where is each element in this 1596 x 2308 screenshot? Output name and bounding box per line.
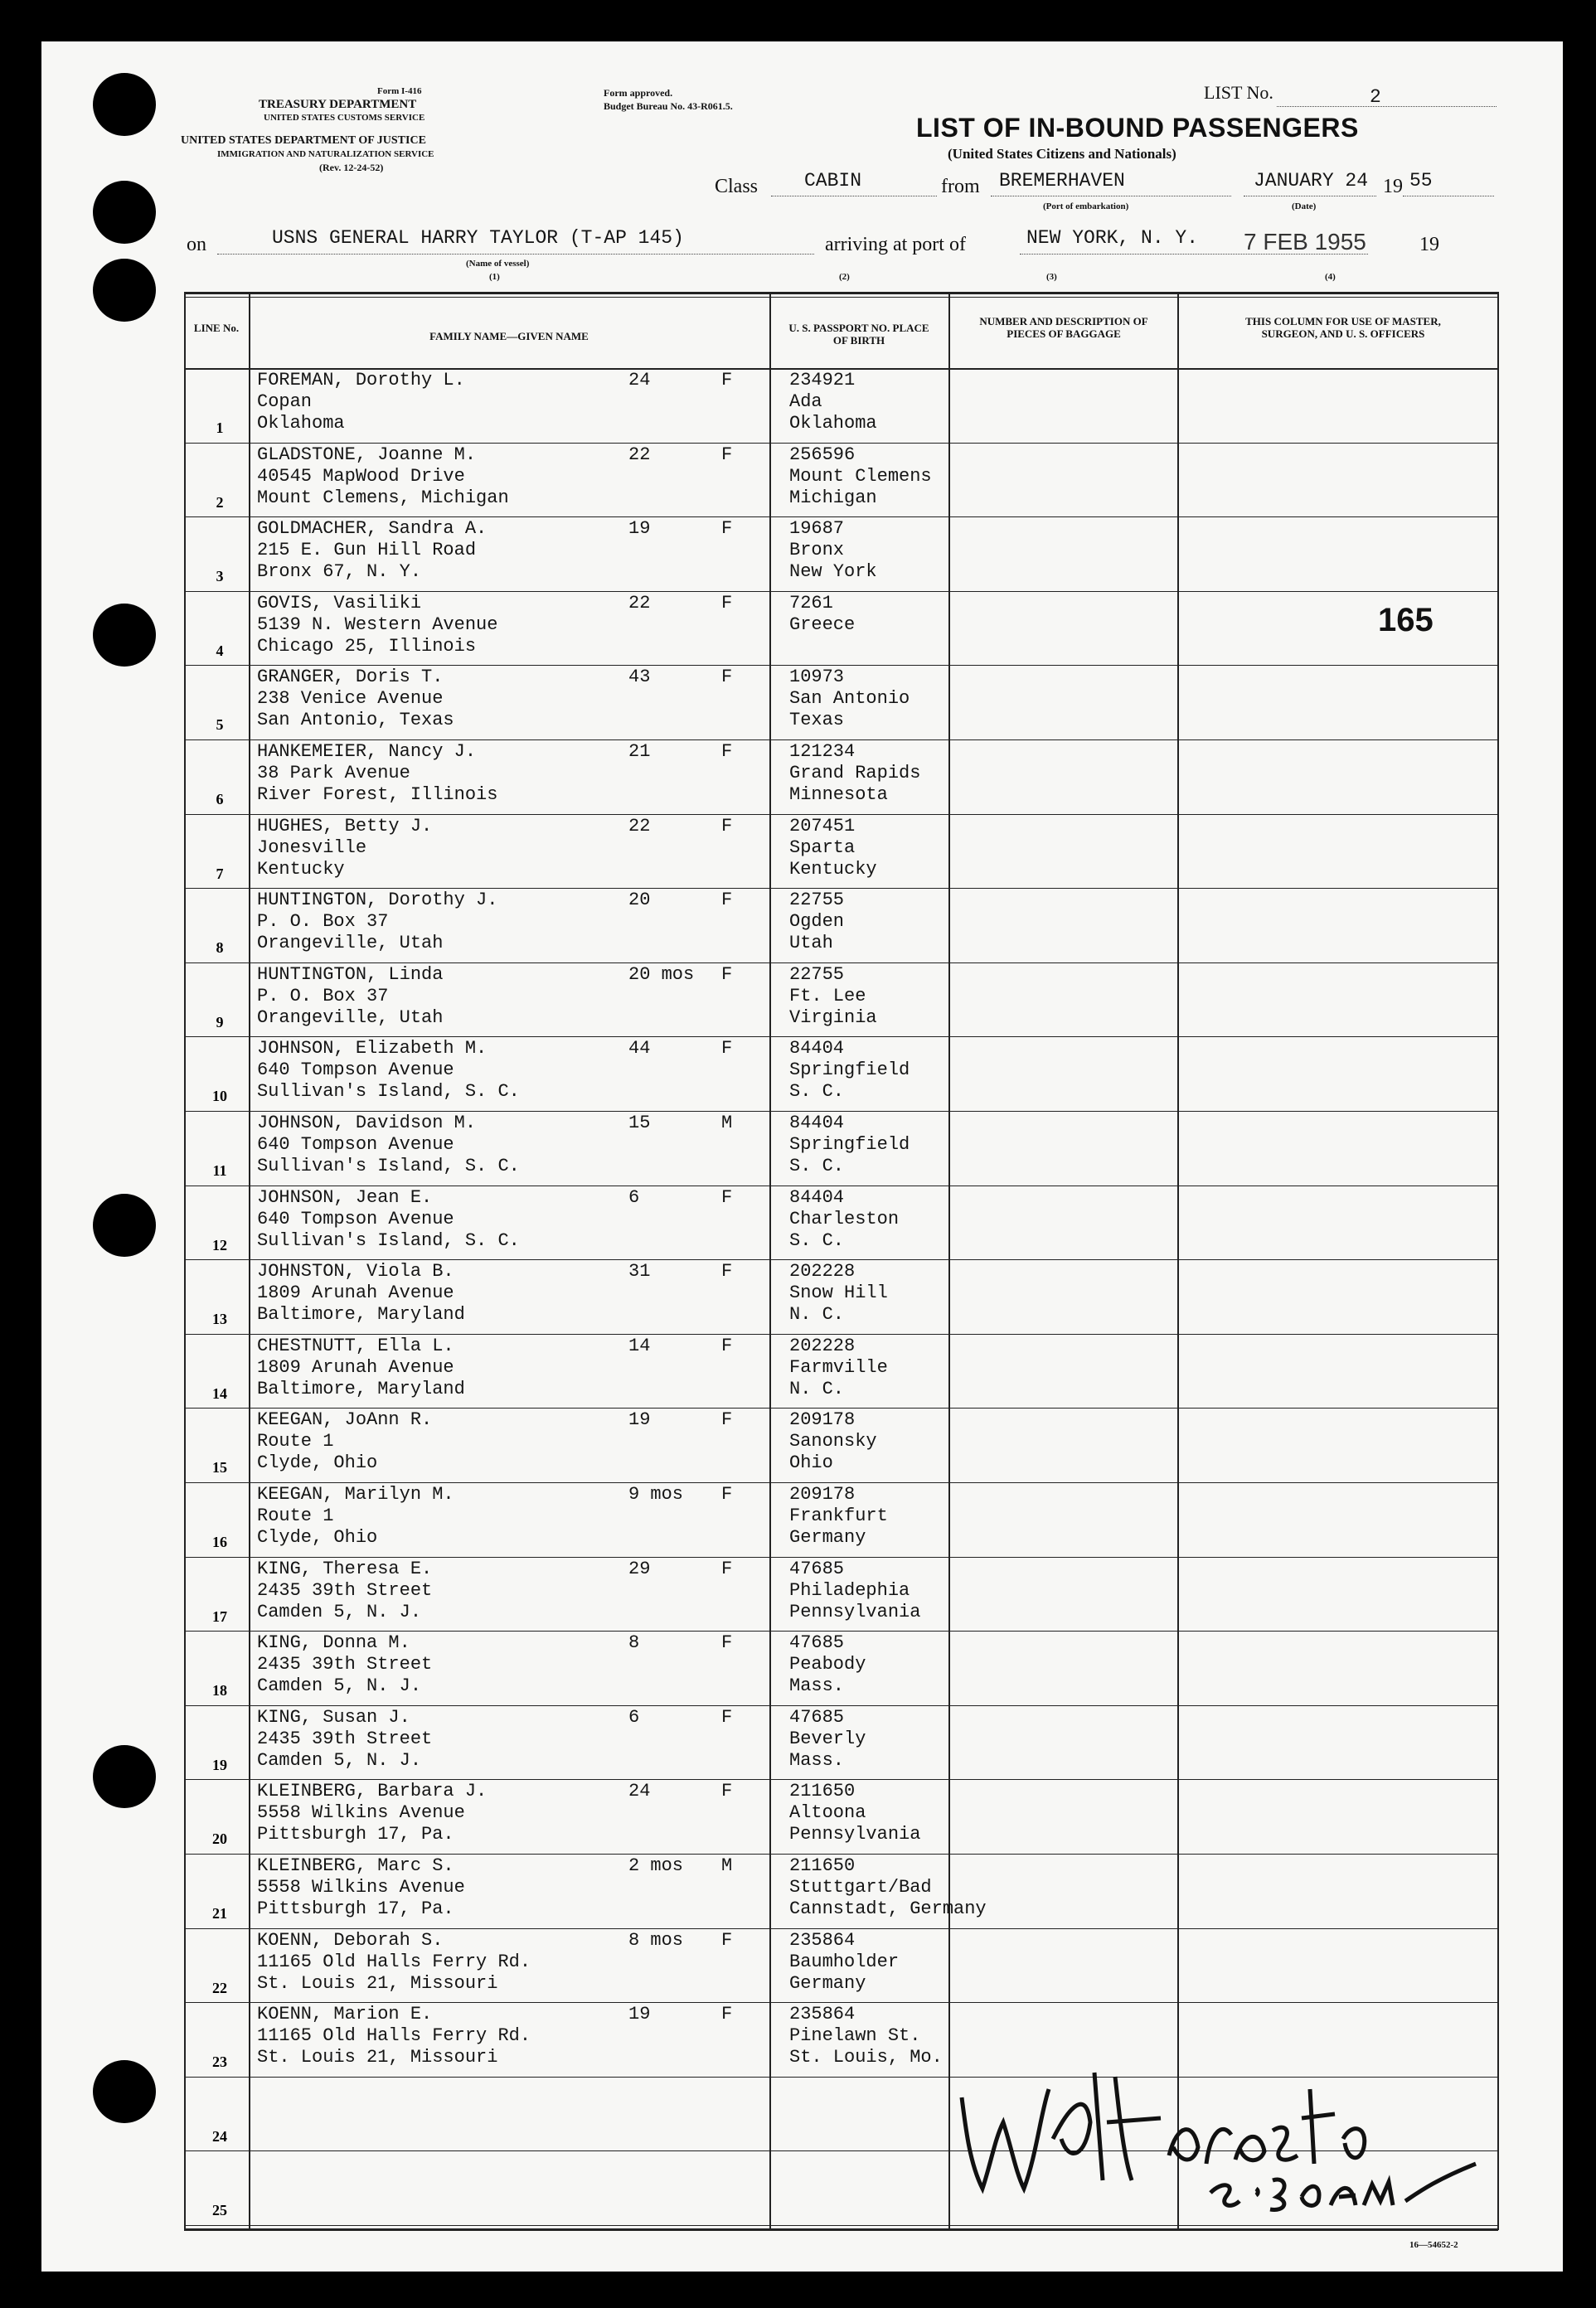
row-age: 19 <box>628 518 651 540</box>
row-passport: 207451 <box>789 815 856 836</box>
row-sex: F <box>721 592 733 613</box>
row-birth1: Grand Rapids <box>789 763 921 783</box>
row-line: 21 <box>212 1905 227 1922</box>
row-separator <box>184 962 1498 963</box>
row-sex: F <box>721 444 733 465</box>
table-bottom-border <box>184 2228 1498 2231</box>
row-addr1: 1809 Arunah Avenue <box>257 1356 454 1378</box>
signature-text <box>995 2041 998 2042</box>
list-no-line <box>1277 106 1497 107</box>
row-birth2: S. C. <box>789 1229 845 1251</box>
row-sex: F <box>721 1484 733 1505</box>
row-passport: 121234 <box>789 741 856 762</box>
row-age: 6 <box>628 1186 640 1208</box>
row-addr1: 640 Tompson Avenue <box>257 1134 454 1155</box>
row-age: 19 <box>628 1409 651 1431</box>
row-separator <box>184 814 1498 815</box>
form-approved: Form approved. <box>604 87 673 99</box>
row-sex: F <box>721 1781 733 1802</box>
col-header-line: LINE No. <box>193 322 240 334</box>
row-name: HUGHES, Betty J. <box>257 815 433 836</box>
row-addr2: Camden 5, N. J. <box>257 1601 422 1622</box>
customs-service: UNITED STATES CUSTOMS SERVICE <box>264 113 425 123</box>
row-name: CHESTNUTT, Ella L. <box>257 1335 454 1356</box>
row-separator <box>184 739 1498 740</box>
row-birth2: Cannstadt, Germany <box>789 1898 987 1919</box>
row-age: 9 mos <box>628 1484 684 1505</box>
row-addr1: 2435 39th Street <box>257 1654 433 1675</box>
row-line: 23 <box>212 2053 227 2071</box>
row-addr1: 11165 Old Halls Ferry Rd. <box>257 1951 531 1972</box>
row-separator <box>184 665 1498 666</box>
vessel-caption: (Name of vessel) <box>466 259 530 269</box>
row-age: 20 mos <box>628 963 695 985</box>
row-age: 22 <box>628 592 651 613</box>
row-passport: 211650 <box>789 1781 856 1802</box>
row-name: KEEGAN, JoAnn R. <box>257 1409 433 1431</box>
justice-dept: UNITED STATES DEPARTMENT OF JUSTICE <box>181 134 426 147</box>
form-revision: (Rev. 12-24-52) <box>319 162 384 173</box>
row-age: 8 <box>628 1632 640 1654</box>
col-border-right <box>1497 292 1499 2230</box>
row-line: 18 <box>212 1682 227 1699</box>
caption-4: (4) <box>1325 272 1336 282</box>
row-addr2: Baltimore, Maryland <box>257 1304 465 1326</box>
row-line: 12 <box>212 1236 227 1253</box>
row-passport: 235864 <box>789 1929 856 1951</box>
row-name: KING, Donna M. <box>257 1632 410 1654</box>
row-line: 5 <box>216 716 224 734</box>
row-birth1: Stuttgart/Bad <box>789 1877 932 1898</box>
row-line: 13 <box>212 1311 227 1328</box>
row-sex: F <box>721 370 733 390</box>
row-sex: F <box>721 1261 733 1282</box>
list-number: 2 <box>1370 86 1381 108</box>
row-separator <box>184 1482 1498 1483</box>
punch-hole <box>93 2060 156 2123</box>
row-age: 24 <box>628 1781 651 1802</box>
col-border-line <box>249 292 250 2230</box>
row-passport: 22755 <box>789 890 845 911</box>
departure-date: JANUARY 24 <box>1254 170 1369 192</box>
row-sex: F <box>721 2004 733 2025</box>
row-name: KLEINBERG, Marc S. <box>257 1855 454 1876</box>
row-birth1: Baumholder <box>789 1951 900 1972</box>
row-age: 21 <box>628 741 651 762</box>
arriving-label: arriving at port of <box>825 234 966 255</box>
row-addr1: P. O. Box 37 <box>257 911 389 933</box>
row-line: 9 <box>216 1013 224 1030</box>
row-name: KOENN, Marion E. <box>257 2004 433 2025</box>
row-line: 8 <box>216 939 224 957</box>
row-birth2: Michigan <box>789 487 877 508</box>
row-line: 24 <box>212 2127 227 2145</box>
row-age: 14 <box>628 1335 651 1356</box>
row-addr2: Clyde, Ohio <box>257 1452 378 1474</box>
row-separator <box>184 1408 1498 1409</box>
table-top-border-2 <box>184 297 1498 298</box>
row-birth1: San Antonio <box>789 688 910 710</box>
row-birth2: Kentucky <box>789 858 877 880</box>
arrival-date-stamp: 7 FEB 1955 <box>1244 229 1366 255</box>
row-birth2: Germany <box>789 1527 866 1548</box>
row-line: 22 <box>212 1979 227 1996</box>
row-addr1: 5139 N. Western Avenue <box>257 613 498 635</box>
row-birth1: Peabody <box>789 1654 866 1675</box>
row-sex: F <box>721 1632 733 1654</box>
vessel-line <box>217 254 814 255</box>
row-sex: F <box>721 1929 733 1951</box>
form-number: Form I-416 <box>377 86 422 96</box>
row-name: KEEGAN, Marilyn M. <box>257 1484 454 1505</box>
row-age: 43 <box>628 667 651 688</box>
row-separator <box>184 516 1498 517</box>
row-birth1: Altoona <box>789 1802 866 1824</box>
row-age: 29 <box>628 1558 651 1579</box>
row-name: HUNTINGTON, Linda <box>257 963 444 985</box>
row-line: 1 <box>216 419 224 436</box>
row-age: 22 <box>628 444 651 465</box>
row-passport: 47685 <box>789 1632 845 1654</box>
row-name: JOHNSON, Davidson M. <box>257 1113 477 1133</box>
row-birth2: Minnesota <box>789 784 888 805</box>
row-addr2: Camden 5, N. J. <box>257 1749 422 1771</box>
class-value: CABIN <box>804 170 862 192</box>
row-passport: 22755 <box>789 963 845 985</box>
row-passport: 211650 <box>789 1855 856 1876</box>
row-passport: 209178 <box>789 1409 856 1431</box>
row-addr1: 640 Tompson Avenue <box>257 1208 454 1229</box>
row-passport: 47685 <box>789 1558 845 1579</box>
row-birth1: Snow Hill <box>789 1282 888 1304</box>
row-passport: 47685 <box>789 1706 845 1728</box>
row-sex: F <box>721 890 733 911</box>
row-birth1: Charleston <box>789 1208 900 1229</box>
row-addr1: Route 1 <box>257 1506 334 1526</box>
row-sex: M <box>721 1855 733 1876</box>
row-line: 20 <box>212 1830 227 1848</box>
row-name: KING, Theresa E. <box>257 1558 433 1579</box>
col-header-name: FAMILY NAME—GIVEN NAME <box>429 330 589 342</box>
from-label: from <box>941 176 980 197</box>
row-separator <box>184 1779 1498 1780</box>
row-birth1: Ogden <box>789 911 845 933</box>
row-name: FOREMAN, Dorothy L. <box>257 370 465 390</box>
date-caption: (Date) <box>1292 201 1317 211</box>
row-addr1: 2435 39th Street <box>257 1728 433 1749</box>
col-border-baggage <box>1177 292 1179 2230</box>
row-line: 14 <box>212 1384 227 1402</box>
row-addr1: 38 Park Avenue <box>257 763 410 783</box>
row-age: 24 <box>628 370 651 390</box>
col-border-left <box>184 292 186 2230</box>
row-passport: 19687 <box>789 518 845 540</box>
list-no-label: LIST No. <box>1204 82 1273 103</box>
row-birth1: Pinelawn St. <box>789 2025 921 2047</box>
row-birth1: Greece <box>789 613 856 635</box>
arrival-port: NEW YORK, N. Y. <box>1026 227 1199 249</box>
row-separator <box>184 1036 1498 1037</box>
row-addr1: 640 Tompson Avenue <box>257 1059 454 1081</box>
row-addr1: 1809 Arunah Avenue <box>257 1282 454 1304</box>
row-line: 11 <box>212 1162 227 1179</box>
row-sex: F <box>721 1706 733 1728</box>
row-sex: F <box>721 815 733 836</box>
caption-2: (2) <box>839 272 850 282</box>
budget-bureau: Budget Bureau No. 43-R061.5. <box>604 100 733 112</box>
row-birth1: Springfield <box>789 1059 910 1081</box>
row-birth1: Beverly <box>789 1728 866 1749</box>
row-addr1: 2435 39th Street <box>257 1579 433 1601</box>
caption-3: (3) <box>1046 272 1057 282</box>
row-addr1: 215 E. Gun Hill Road <box>257 540 477 561</box>
row-line: 6 <box>216 791 224 807</box>
row-addr1: Copan <box>257 391 313 412</box>
row-separator <box>184 1854 1498 1855</box>
row-addr2: Chicago 25, Illinois <box>257 635 477 657</box>
row-name: KOENN, Deborah S. <box>257 1929 444 1951</box>
row-age: 19 <box>628 2004 651 2025</box>
row-passport: 209178 <box>789 1484 856 1505</box>
row-age: 31 <box>628 1261 651 1282</box>
row-birth2: N. C. <box>789 1378 845 1399</box>
row-line: 10 <box>212 1088 227 1105</box>
row-addr2: St. Louis 21, Missouri <box>257 2047 498 2068</box>
row-addr2: Sullivan's Island, S. C. <box>257 1229 520 1251</box>
row-separator <box>184 2002 1498 2003</box>
col-header-officers: THIS COLUMN FOR USE OF MASTER, SURGEON, AND U. S. OFFICERS <box>1245 315 1441 340</box>
row-birth2: S. C. <box>789 1156 845 1176</box>
row-addr1: P. O. Box 37 <box>257 985 389 1006</box>
col-header-passport: U. S. PASSPORT NO. PLACE OF BIRTH <box>788 322 929 347</box>
row-passport: 256596 <box>789 444 856 465</box>
row-birth1: Bronx <box>789 540 845 561</box>
row-birth1: Springfield <box>789 1134 910 1155</box>
row-passport: 10973 <box>789 667 845 688</box>
row-birth1: Farmville <box>789 1356 888 1378</box>
row-addr1: 40545 MapWood Drive <box>257 465 465 487</box>
row-separator <box>184 1259 1498 1260</box>
row-name: GLADSTONE, Joanne M. <box>257 444 477 465</box>
row-addr2: River Forest, Illinois <box>257 784 498 805</box>
row-addr2: St. Louis 21, Missouri <box>257 1972 498 1994</box>
port-caption: (Port of embarkation) <box>1043 201 1129 211</box>
row-age: 2 mos <box>628 1855 684 1876</box>
annotation-number: 165 <box>1378 602 1433 638</box>
row-birth2: S. C. <box>789 1081 845 1103</box>
row-addr2: Kentucky <box>257 858 345 880</box>
row-separator <box>184 1928 1498 1929</box>
row-line: 4 <box>216 642 224 659</box>
row-separator <box>184 2225 1498 2226</box>
row-passport: 7261 <box>789 592 833 613</box>
port-of-embarkation: BREMERHAVEN <box>999 170 1125 192</box>
on-label: on <box>187 234 206 255</box>
row-line: 19 <box>212 1756 227 1773</box>
row-separator <box>184 443 1498 444</box>
row-sex: F <box>721 741 733 762</box>
treasury-dept: TREASURY DEPARTMENT <box>259 98 417 111</box>
row-birth2: St. Louis, Mo. <box>789 2047 943 2068</box>
row-addr2: Pittsburgh 17, Pa. <box>257 1824 454 1845</box>
row-birth1: Mount Clemens <box>789 465 932 487</box>
row-addr1: 238 Venice Avenue <box>257 688 444 710</box>
row-line: 7 <box>216 865 224 882</box>
row-birth2: Germany <box>789 1972 866 1994</box>
punch-hole <box>93 1745 156 1808</box>
row-line: 3 <box>216 568 224 585</box>
row-birth1: Frankfurt <box>789 1506 888 1526</box>
ins-name: IMMIGRATION AND NATURALIZATION SERVICE <box>217 149 434 159</box>
row-sex: F <box>721 1335 733 1356</box>
row-addr2: Camden 5, N. J. <box>257 1675 422 1697</box>
row-line: 17 <box>212 1607 227 1625</box>
row-age: 6 <box>628 1706 640 1728</box>
col-border-name <box>769 292 771 2230</box>
row-addr2: Bronx 67, N. Y. <box>257 561 422 583</box>
row-line: 15 <box>212 1459 227 1476</box>
col-header-baggage: NUMBER AND DESCRIPTION OF PIECES OF BAGGAGE <box>979 315 1148 340</box>
row-addr2: Mount Clemens, Michigan <box>257 487 509 508</box>
row-separator <box>184 1557 1498 1558</box>
row-addr2: Sullivan's Island, S. C. <box>257 1081 520 1103</box>
row-birth2: Texas <box>789 710 845 731</box>
row-line: 16 <box>212 1534 227 1550</box>
row-birth2: Mass. <box>789 1675 845 1697</box>
row-birth2: Mass. <box>789 1749 845 1771</box>
row-addr2: Oklahoma <box>257 413 345 434</box>
row-sex: F <box>721 667 733 688</box>
row-passport: 84404 <box>789 1113 845 1133</box>
row-age: 22 <box>628 815 651 836</box>
row-birth2: New York <box>789 561 877 583</box>
row-name: KING, Susan J. <box>257 1706 410 1728</box>
row-name: JOHNSTON, Viola B. <box>257 1261 454 1282</box>
row-addr1: Route 1 <box>257 1431 334 1452</box>
row-age: 8 mos <box>628 1929 684 1951</box>
row-age: 20 <box>628 890 651 911</box>
row-addr2: Orangeville, Utah <box>257 933 444 954</box>
arrival-year-prefix: 19 <box>1419 234 1439 255</box>
form-title: LIST OF IN-BOUND PASSENGERS <box>916 113 1359 143</box>
row-name: JOHNSON, Elizabeth M. <box>257 1038 488 1059</box>
row-birth1: Ft. Lee <box>789 985 866 1006</box>
row-addr1: Jonesville <box>257 836 367 858</box>
row-birth1: Philadephia <box>789 1579 910 1601</box>
row-name: JOHNSON, Jean E. <box>257 1186 433 1208</box>
row-birth1: Sanonsky <box>789 1431 877 1452</box>
officer-signature-icon <box>945 2039 1509 2213</box>
row-addr2: Orangeville, Utah <box>257 1006 444 1028</box>
table-top-border <box>184 292 1498 294</box>
row-sex: F <box>721 1409 733 1431</box>
row-sex: M <box>721 1113 733 1133</box>
row-addr1: 5558 Wilkins Avenue <box>257 1802 465 1824</box>
row-addr1: 5558 Wilkins Avenue <box>257 1877 465 1898</box>
row-separator <box>184 1111 1498 1112</box>
row-separator <box>184 1631 1498 1632</box>
row-addr1: 11165 Old Halls Ferry Rd. <box>257 2025 531 2047</box>
punch-hole <box>93 259 156 322</box>
row-sex: F <box>721 1186 733 1208</box>
row-name: GOLDMACHER, Sandra A. <box>257 518 488 540</box>
row-line: 25 <box>212 2202 227 2219</box>
row-birth2: Utah <box>789 933 833 954</box>
row-name: GOVIS, Vasiliki <box>257 592 422 613</box>
punch-hole <box>93 604 156 667</box>
row-separator <box>184 888 1498 889</box>
year-prefix: 19 <box>1383 176 1403 197</box>
row-sex: F <box>721 518 733 540</box>
col-border-passport <box>948 292 950 2230</box>
row-sex: F <box>721 1558 733 1579</box>
row-line: 2 <box>216 493 224 511</box>
row-birth2: Ohio <box>789 1452 833 1474</box>
caption-1: (1) <box>489 272 500 282</box>
row-addr2: Sullivan's Island, S. C. <box>257 1156 520 1176</box>
row-passport: 202228 <box>789 1335 856 1356</box>
row-passport: 235864 <box>789 2004 856 2025</box>
form-code: 16—54652-2 <box>1409 2240 1458 2250</box>
row-sex: F <box>721 1038 733 1059</box>
row-addr2: Clyde, Ohio <box>257 1527 378 1548</box>
row-addr2: Pittsburgh 17, Pa. <box>257 1898 454 1919</box>
row-birth1: Ada <box>789 391 822 412</box>
row-passport: 234921 <box>789 370 856 390</box>
row-passport: 84404 <box>789 1038 845 1059</box>
row-name: KLEINBERG, Barbara J. <box>257 1781 488 1802</box>
row-age: 15 <box>628 1113 651 1133</box>
row-birth2: Pennsylvania <box>789 1824 921 1845</box>
row-birth2: Pennsylvania <box>789 1601 921 1622</box>
row-birth2: N. C. <box>789 1304 845 1326</box>
row-name: GRANGER, Doris T. <box>257 667 444 688</box>
punch-hole <box>93 73 156 136</box>
row-separator <box>184 1334 1498 1335</box>
row-addr2: San Antonio, Texas <box>257 710 454 731</box>
row-passport: 202228 <box>789 1261 856 1282</box>
punch-hole <box>93 1194 156 1257</box>
row-name: HANKEMEIER, Nancy J. <box>257 741 477 762</box>
row-birth2: Virginia <box>789 1006 877 1028</box>
form-subtitle: (United States Citizens and Nationals) <box>948 146 1176 162</box>
row-separator <box>184 591 1498 592</box>
vessel-name: USNS GENERAL HARRY TAYLOR (T-AP 145) <box>272 227 684 249</box>
row-separator <box>184 1705 1498 1706</box>
row-birth1: Sparta <box>789 836 856 858</box>
row-passport: 84404 <box>789 1186 845 1208</box>
row-age: 44 <box>628 1038 651 1059</box>
row-sex: F <box>721 963 733 985</box>
year-value: 55 <box>1409 170 1433 192</box>
row-name: HUNTINGTON, Dorothy J. <box>257 890 498 911</box>
punch-hole <box>93 181 156 244</box>
row-birth2: Oklahoma <box>789 413 877 434</box>
row-addr2: Baltimore, Maryland <box>257 1378 465 1399</box>
class-label: Class <box>715 176 759 197</box>
